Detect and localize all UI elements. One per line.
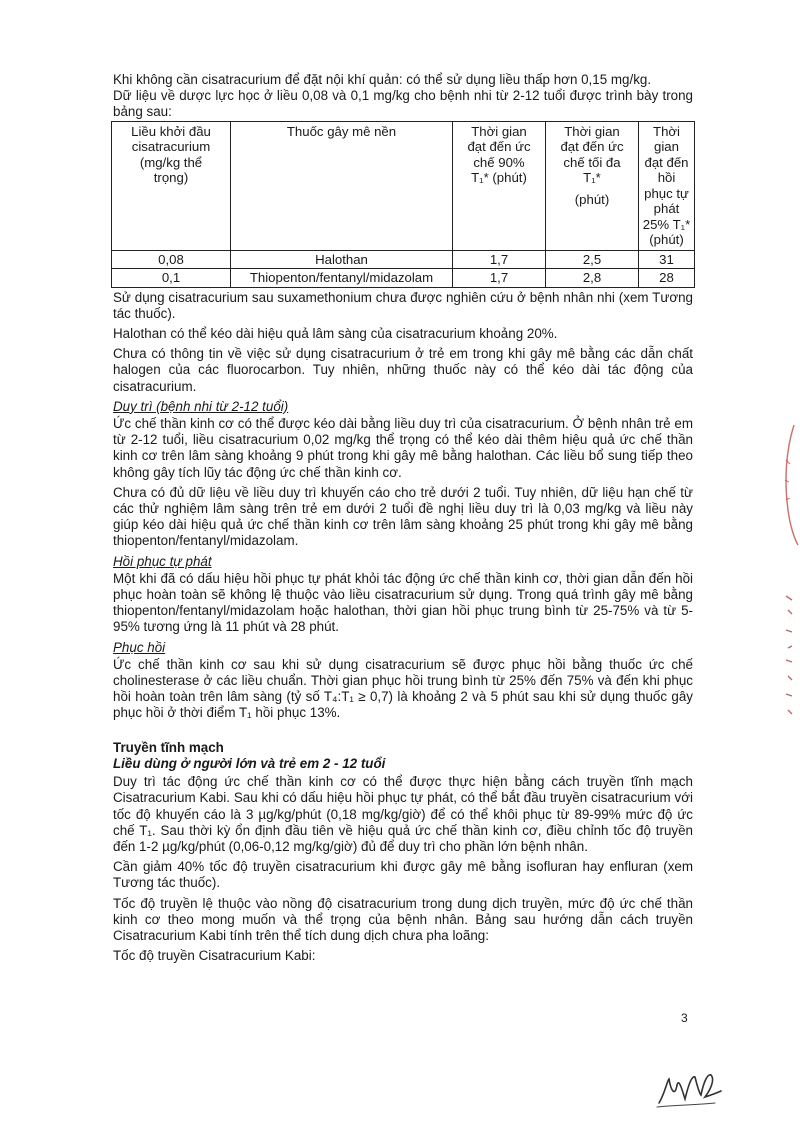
table-header-cell (639, 121, 695, 250)
header-line: Thời gian (564, 123, 620, 139)
header-line: 25% T₁* (642, 216, 691, 232)
header-line: đạt đến ức (467, 139, 531, 155)
header-line: Thời gian (653, 123, 680, 155)
header-line: Thời gian (471, 123, 527, 139)
header-line: phát (653, 201, 680, 217)
header-line: đạt đến ức (560, 139, 624, 155)
paragraph: Duy trì tác động ức chế thần kinh cơ có thể được thực hiện bằng cách truyền tĩnh mạch Cisatracurium Kabi. Sau khi có dấu hiệu hồi phục tự phát, có thể bắt đầu truyền cisatracurium với tốc độ khuyến cáo là 3 µg/kg/phút (0,18 mg/kg/giờ) để có thể khôi phục từ 89-99% mức độ ức chế T₁. Sau thời kỳ ổn định đầu tiên về hiệu quả ức chế thần kinh cơ, điều chỉnh tốc độ truyền đến 1-2 µg/kg/phút (0,06-0,12 mg/kg/giờ) đủ để duy trì cho phần lớn bệnh nhân. (113, 774, 693, 854)
header-line: T₁* (583, 170, 601, 186)
header-line: Liều khởi đầu (131, 123, 211, 139)
paragraph: Một khi đã có dấu hiệu hồi phục tự phát khỏi tác động ức chế thần kinh cơ, thời gian dẫn đến hồi phục hoàn toàn sẽ không lệ thuộc vào liều cisatracurium sử dụng. Trong quá trình gây mê bằng thiopenton/fentanyl/midazolam hoặc halothan, thời gian hồi phục trung bình từ 25-75% và từ 5-95% tương ứng là 11 phút và 28 phút. (113, 570, 693, 635)
header-line: chế tối đa (563, 154, 621, 170)
section-heading-infusion: Truyền tĩnh mạch (113, 739, 224, 755)
table-cell: Halothan (231, 250, 453, 269)
section-heading-spontaneous-recovery: Hồi phục tự phát (113, 553, 212, 569)
section-heading-reversal: Phục hồi (113, 639, 166, 655)
table-cell: 1,7 (453, 269, 546, 288)
paragraph: Sử dụng cisatracurium sau suxamethonium chưa được nghiên cứu ở bệnh nhân nhi (xem Tương tác thuốc). (113, 289, 693, 321)
table-header-cell (453, 121, 546, 250)
table-cell: 2,5 (546, 250, 639, 269)
paragraph: Chưa có thông tin về việc sử dụng cisatracurium ở trẻ em trong khi gây mê bằng các dẫn chất halogen của các fluorocarbon. Tuy nhiên, những thuốc này có thể kéo dài tác động của cisatracurium. (113, 346, 693, 394)
table-header-row (112, 121, 695, 250)
paragraph: Dữ liệu về dược lực học ở liều 0,08 và 0,1 mg/kg cho bệnh nhi từ 2-12 tuổi được trình bày trong bảng sau: (113, 88, 693, 120)
section-subheading-infusion-dose: Liều dùng ở người lớn và trẻ em 2 - 12 tuổi (113, 755, 386, 771)
table-row (112, 250, 695, 269)
paragraph: Tốc độ truyền Cisatracurium Kabi: (113, 948, 316, 964)
stamp-fragment (780, 590, 800, 730)
table-header-cell (231, 121, 453, 250)
table-cell: 0,08 (112, 250, 231, 269)
table-header-cell (112, 121, 231, 250)
table-cell: 2,8 (546, 269, 639, 288)
paragraph: Ức chế thần kinh cơ có thể được kéo dài bằng liều duy trì của cisatracurium. Ở bệnh nhân trẻ em từ 2-12 tuổi, liều cisatracurium 0,02 mg/kg thể trọng có thể kéo dài thêm hiệu quả ức chế thần kinh cơ trên lâm sàng khoảng 9 phút trong khi gây mê bằng halothan. Các liều bổ sung tiếp theo không gây tích lũy tác động ức chế thần kinh cơ. (113, 416, 693, 480)
header-line: phục tự (644, 185, 689, 201)
header-line: Thuốc gây mê nền (286, 123, 397, 139)
paragraph: Chưa có đủ dữ liệu về liều duy trì khuyến cáo cho trẻ dưới 2 tuổi. Tuy nhiên, dữ liệu hạn chế từ các thử nghiệm lâm sàng trên trẻ em dưới 2 tuổi đề nghị liều duy trì là 0,03 mg/kg và liều này giúp kéo dài hiệu quả ức chế thần kinh cơ trên lâm sàng khoảng 25 phút trong khi gây mê bằng thiopenton/fentanyl/midazolam. (113, 484, 693, 549)
paragraph: Ức chế thần kinh cơ sau khi sử dụng cisatracurium sẽ được phục hồi bằng thuốc ức chế cholinesterase ở các liều chuẩn. Thời gian phục hồi trung bình từ 25% đến 75% và đến khi phục hồi hoàn toàn trên lâm sàng (tỷ số T₄:T₁ ≥ 0,7) là khoảng 2 và 5 phút sau khi sử dụng thuốc gây phục hồi ở thời điểm T₁ hồi phục 13%. (113, 656, 693, 721)
paragraph: Cần giảm 40% tốc độ truyền cisatracurium khi được gây mê bằng isofluran hay enfluran (xem Tương tác thuốc). (113, 859, 693, 891)
table-cell: 1,7 (453, 250, 546, 269)
paragraph: Halothan có thể kéo dài hiệu quả lâm sàng của cisatracurium khoảng 20%. (113, 326, 558, 342)
section-heading-maintenance: Duy trì (bệnh nhi từ 2-12 tuổi) (113, 398, 289, 414)
table-cell: 28 (639, 269, 695, 288)
header-line: (mg/kg thể (139, 154, 203, 170)
table-cell: Thiopenton/fentanyl/midazolam (231, 269, 453, 288)
table-row (112, 269, 695, 288)
table-header-cell (546, 121, 639, 250)
stamp-fragment (780, 420, 800, 550)
handwritten-initials (655, 1063, 725, 1113)
header-line: đạt đến hồi (644, 154, 689, 186)
header-line: cisatracurium (131, 139, 211, 155)
table-cell: 31 (639, 250, 695, 269)
header-line: (phút) (649, 232, 684, 248)
header-line: (phút) (574, 191, 610, 207)
document-body (113, 72, 693, 968)
paragraph: Tốc độ truyền lệ thuộc vào nồng độ cisatracurium trong dung dịch truyền, mức độ ức chế thần kinh cơ theo mong muốn và thể trọng của bệnh nhân. Bảng sau hướng dẫn cách truyền Cisatracurium Kabi tính trên thể tích dung dịch chưa pha loãng: (113, 895, 693, 943)
paragraph: Khi không cần cisatracurium để đặt nội khí quản: có thể sử dụng liều thấp hơn 0,15 mg/kg. (113, 72, 652, 87)
header-line: T₁* (phút) (471, 170, 527, 186)
header-line: chế 90% (473, 154, 525, 170)
pediatric-dose-table (111, 121, 695, 288)
page-number: 3 (681, 1011, 688, 1025)
header-line: trọng) (153, 170, 189, 186)
table-cell: 0,1 (112, 269, 231, 288)
